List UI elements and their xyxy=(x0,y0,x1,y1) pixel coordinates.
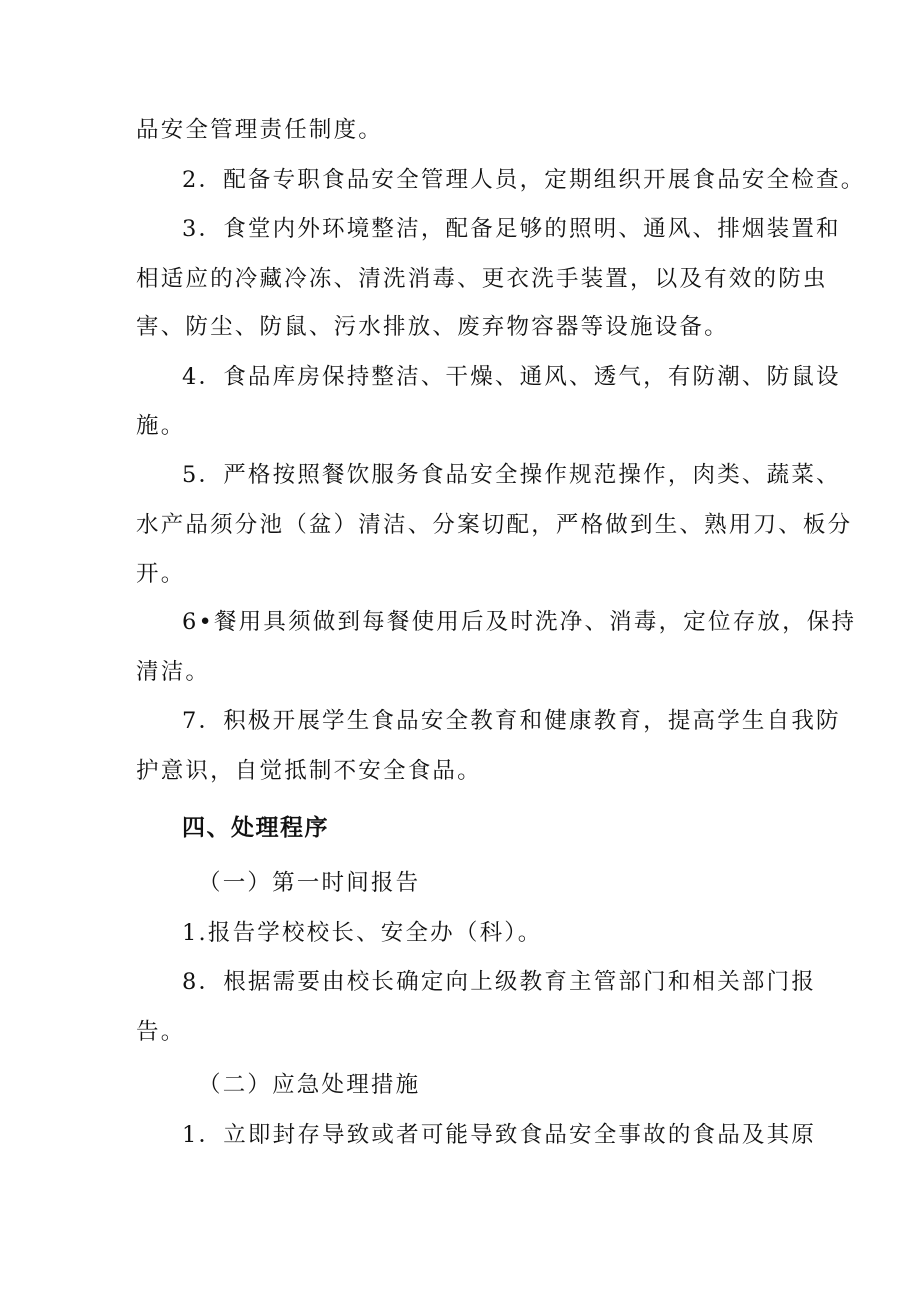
text-line: 品安全管理责任制度。 xyxy=(136,117,384,143)
subsection-heading: （一）第一时间报告 xyxy=(198,870,421,896)
section-heading: 四、处理程序 xyxy=(182,814,329,841)
text-line: 清洁。 xyxy=(136,659,211,685)
text-line: 3．食堂内外环境整洁，配备足够的照明、通风、排烟装置和 xyxy=(182,216,841,242)
text-line: 4．食品库房保持整洁、干燥、通风、透气，有防潮、防鼠设 xyxy=(182,364,841,390)
text-line: 害、防尘、防鼠、污水排放、废弃物容器等设施设备。 xyxy=(136,314,729,340)
text-line: 5．严格按照餐饮服务食品安全操作规范操作，肉类、蔬菜、 xyxy=(182,462,841,488)
text-line: 护意识，自觉抵制不安全食品。 xyxy=(136,758,482,784)
text-line: 告。 xyxy=(136,1019,186,1045)
text-line: 施。 xyxy=(136,413,186,439)
text-line: 1．立即封存导致或者可能导致食品安全事故的食品及其原 xyxy=(182,1122,817,1148)
text-line: 开。 xyxy=(136,561,186,587)
text-line: 2．配备专职食品安全管理人员，定期组织开展食品安全检查。 xyxy=(182,167,866,193)
text-line: 8．根据需要由校长确定向上级教育主管部门和相关部门报 xyxy=(182,969,817,995)
text-line: 6•餐用具须做到每餐使用后及时洗净、消毒，定位存放，保持 xyxy=(182,609,857,635)
subsection-heading: （二）应急处理措施 xyxy=(198,1072,421,1098)
text-line: 1.报告学校校长、安全办（科）。 xyxy=(182,920,543,946)
text-line: 7．积极开展学生食品安全教育和健康教育，提高学生自我防 xyxy=(182,708,841,734)
text-line: 相适应的冷藏冷冻、清洗消毒、更衣洗手装置，以及有效的防虫 xyxy=(136,266,828,292)
text-line: 水产品须分池（盆）清洁、分案切配，严格做到生、熟用刀、板分 xyxy=(136,512,853,538)
